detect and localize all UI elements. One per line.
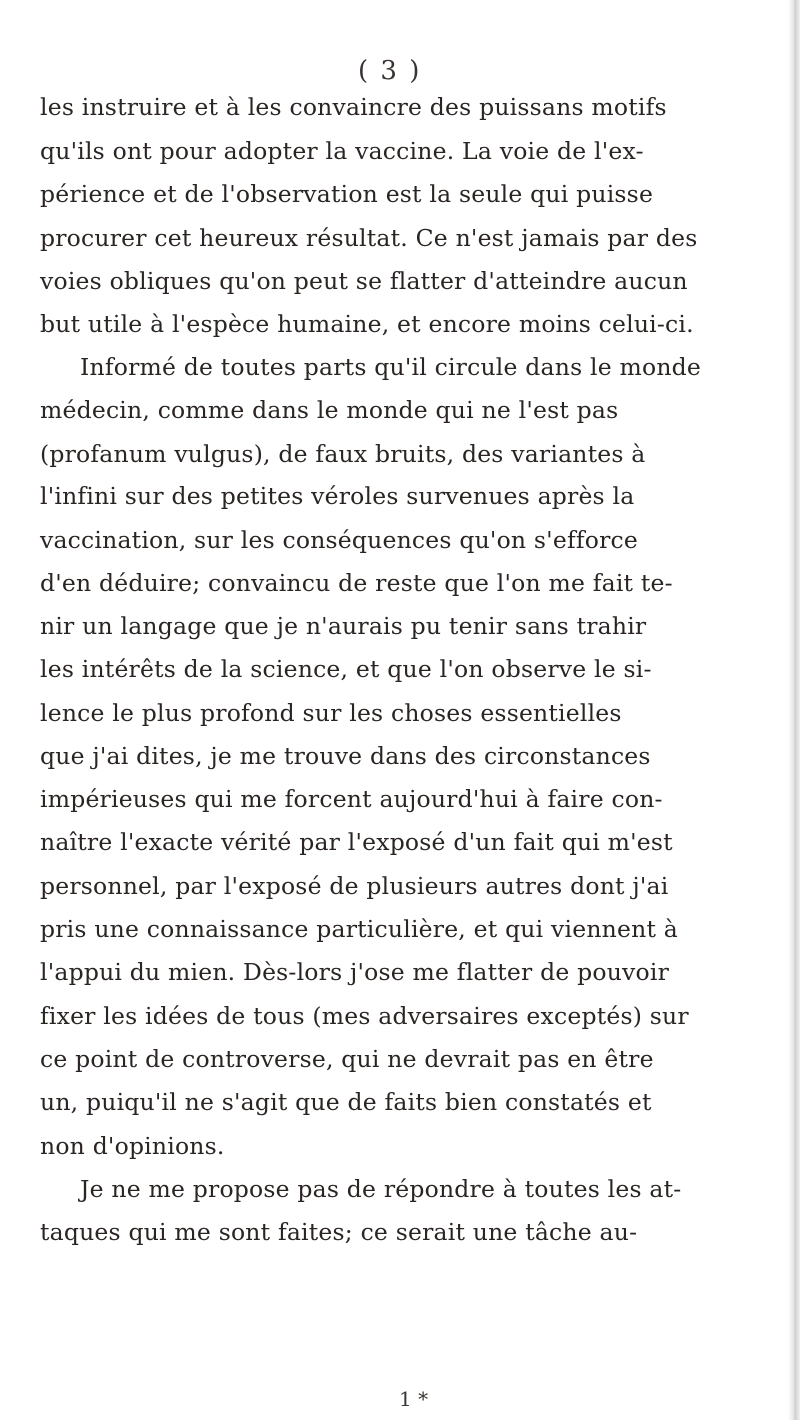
text-line: naître l'exacte vérité par l'exposé d'un fait qui m'est (40, 828, 673, 856)
text-line: (profanum vulgus), de faux bruits, des variantes à (40, 440, 646, 468)
text-line: pris une connaissance particulière, et qui viennent à (40, 915, 678, 943)
text-line: vaccination, sur les conséquences qu'on s'efforce (40, 526, 638, 554)
text-line: Je ne me propose pas de répondre à toutes les at- (80, 1175, 682, 1203)
text-line: voies obliques qu'on peut se flatter d'atteindre aucun (40, 267, 688, 295)
text-line: l'infini sur des petites véroles survenues après la (40, 482, 635, 510)
text-line: les instruire et à les convaincre des puissans motifs (40, 93, 667, 121)
text-line: but utile à l'espèce humaine, et encore moins celui-ci. (40, 310, 694, 338)
text-line: qu'ils ont pour adopter la vaccine. La voie de l'ex- (40, 137, 644, 165)
text-line: non d'opinions. (40, 1132, 225, 1160)
text-line: d'en déduire; convaincu de reste que l'on me fait te- (40, 569, 673, 597)
page-edge-shadow (788, 0, 800, 1420)
text-line: périence et de l'observation est la seule qui puisse (40, 180, 654, 208)
text-line: personnel, par l'exposé de plusieurs autres dont j'ai (40, 872, 669, 900)
text-line: l'appui du mien. Dès-lors j'ose me flatter de pouvoir (40, 958, 670, 986)
text-line: un, puiqu'il ne s'agit que de faits bien constatés et (40, 1088, 652, 1116)
text-line: les intérêts de la science, et que l'on observe le si- (40, 655, 652, 683)
text-line: fixer les idées de tous (mes adversaires exceptés) sur (40, 1002, 689, 1030)
text-line: ce point de controverse, qui ne devrait pas en être (40, 1045, 654, 1073)
page-number: ( 3 ) (358, 56, 422, 86)
text-line: que j'ai dites, je me trouve dans des circonstances (40, 742, 651, 770)
text-line: Informé de toutes parts qu'il circule dans le monde (80, 353, 702, 381)
text-line: médecin, comme dans le monde qui ne l'est pas (40, 396, 619, 424)
signature-mark: 1 * (399, 1387, 429, 1411)
text-line: nir un langage que je n'aurais pu tenir sans trahir (40, 612, 647, 640)
text-line: impérieuses qui me forcent aujourd'hui à faire con- (40, 785, 663, 813)
text-line: procurer cet heureux résultat. Ce n'est jamais par des (40, 224, 698, 252)
text-line: lence le plus profond sur les choses essentielles (40, 699, 622, 727)
text-line: taques qui me sont faites; ce serait une tâche au- (40, 1218, 638, 1246)
